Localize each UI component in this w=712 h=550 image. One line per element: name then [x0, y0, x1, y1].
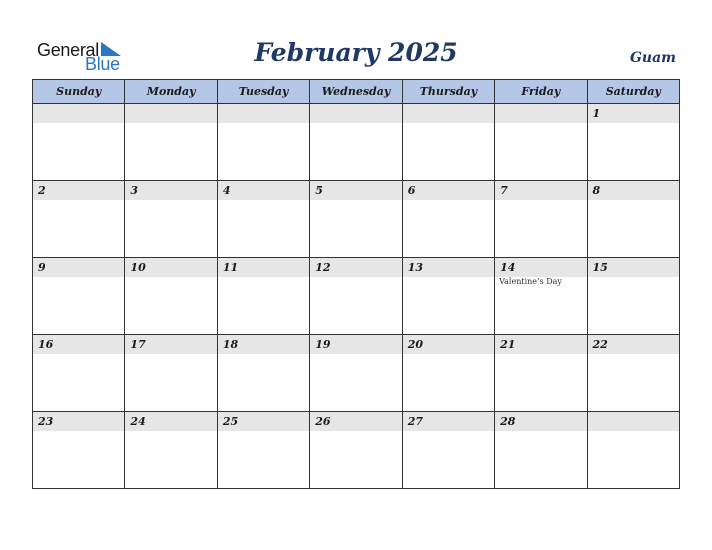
day-cell	[125, 104, 217, 181]
day-cell	[310, 104, 402, 181]
day-cell	[402, 335, 494, 412]
logo-word-general: General	[37, 40, 99, 60]
date-bar	[403, 412, 494, 431]
day-cell	[587, 412, 679, 489]
day-number: 27	[407, 415, 423, 428]
day-cell	[402, 258, 494, 335]
day-cell	[217, 104, 309, 181]
date-bar	[33, 181, 124, 200]
day-cell	[33, 335, 125, 412]
day-cell	[495, 181, 587, 258]
day-number: 9	[38, 261, 46, 274]
day-cell	[587, 335, 679, 412]
day-number: 23	[38, 415, 54, 428]
day-number: 17	[130, 338, 146, 351]
date-bar	[495, 412, 586, 431]
date-bar	[218, 181, 309, 200]
date-bar	[495, 335, 586, 354]
day-cell	[310, 335, 402, 412]
day-cell	[402, 104, 494, 181]
date-bar	[495, 258, 586, 277]
day-number: 16	[38, 338, 54, 351]
date-bar	[33, 104, 124, 123]
date-bar	[588, 181, 679, 200]
day-cell	[33, 258, 125, 335]
logo-word-blue: Blue	[85, 54, 120, 74]
day-number: 3	[130, 184, 139, 197]
day-cell	[310, 412, 402, 489]
week-row	[33, 335, 680, 412]
date-bar	[588, 335, 679, 354]
day-cell	[33, 412, 125, 489]
date-bar	[125, 104, 216, 123]
date-bar	[125, 412, 216, 431]
day-cell	[587, 181, 679, 258]
day-number: 20	[407, 338, 423, 351]
date-bar	[403, 335, 494, 354]
day-cell	[495, 335, 587, 412]
weekday-saturday: Saturday	[587, 80, 679, 104]
week-row	[33, 104, 680, 181]
day-number: 4	[222, 184, 231, 197]
date-bar	[218, 335, 309, 354]
date-bar	[33, 258, 124, 277]
date-bar	[33, 335, 124, 354]
day-cell	[495, 412, 587, 489]
date-bar	[495, 181, 586, 200]
day-cell	[217, 335, 309, 412]
day-cell	[495, 104, 587, 181]
date-bar	[310, 412, 401, 431]
day-cell	[125, 258, 217, 335]
day-number: 5	[315, 184, 323, 197]
date-bar	[310, 258, 401, 277]
day-number: 7	[500, 184, 508, 197]
day-number: 21	[500, 338, 516, 351]
date-bar	[588, 104, 679, 123]
calendar-grid	[32, 79, 680, 489]
day-cell	[217, 412, 309, 489]
date-bar	[125, 335, 216, 354]
date-bar	[495, 104, 586, 123]
day-cell	[217, 258, 309, 335]
date-bar	[588, 412, 679, 431]
day-number: 18	[222, 338, 239, 351]
day-number: 6	[407, 184, 416, 197]
date-bar	[125, 181, 216, 200]
date-bar	[588, 258, 679, 277]
region-label: Guam	[629, 50, 676, 66]
date-bar	[403, 258, 494, 277]
day-cell	[33, 181, 125, 258]
date-bar	[310, 335, 401, 354]
week-row	[33, 181, 680, 258]
weekday-sunday: Sunday	[33, 80, 125, 104]
day-number: 12	[315, 261, 331, 274]
day-number: 22	[592, 338, 608, 351]
calendar-body	[33, 104, 680, 489]
day-cell	[125, 181, 217, 258]
day-cell	[495, 258, 587, 335]
weekday-monday: Monday	[125, 80, 217, 104]
week-row	[33, 258, 680, 335]
day-cell	[587, 104, 679, 181]
date-bar	[218, 104, 309, 123]
weekday-wednesday: Wednesday	[310, 80, 402, 104]
day-number: 24	[130, 415, 146, 428]
date-bar	[33, 412, 124, 431]
date-bar	[310, 104, 401, 123]
day-number: 10	[130, 261, 146, 274]
day-number: 14	[500, 261, 516, 274]
day-number: 13	[407, 261, 423, 274]
date-bar	[125, 258, 216, 277]
date-bar	[403, 181, 494, 200]
day-number: 19	[315, 338, 331, 351]
date-bar	[310, 181, 401, 200]
day-cell	[217, 181, 309, 258]
day-cell	[33, 104, 125, 181]
day-number: 1	[592, 107, 601, 120]
calendar-title: February 2025	[254, 38, 458, 67]
day-number: 2	[38, 184, 46, 197]
weekday-friday: Friday	[495, 80, 587, 104]
date-bar	[403, 104, 494, 123]
day-number: 11	[222, 261, 239, 274]
day-cell	[402, 181, 494, 258]
weekday-tuesday: Tuesday	[217, 80, 309, 104]
week-row	[33, 412, 680, 489]
day-number: 8	[592, 184, 601, 197]
weekday-thursday: Thursday	[402, 80, 494, 104]
date-bar	[218, 412, 309, 431]
day-cell	[125, 335, 217, 412]
day-number: 25	[222, 415, 239, 428]
day-cell	[402, 412, 494, 489]
day-number: 28	[500, 415, 516, 428]
holiday-label: Valentine’s Day	[499, 277, 562, 286]
day-cell	[310, 181, 402, 258]
day-number: 26	[315, 415, 331, 428]
date-bar	[218, 258, 309, 277]
weekday-header-row	[33, 80, 680, 104]
day-number: 15	[592, 261, 608, 274]
day-cell	[310, 258, 402, 335]
day-cell	[587, 258, 679, 335]
day-cell	[125, 412, 217, 489]
